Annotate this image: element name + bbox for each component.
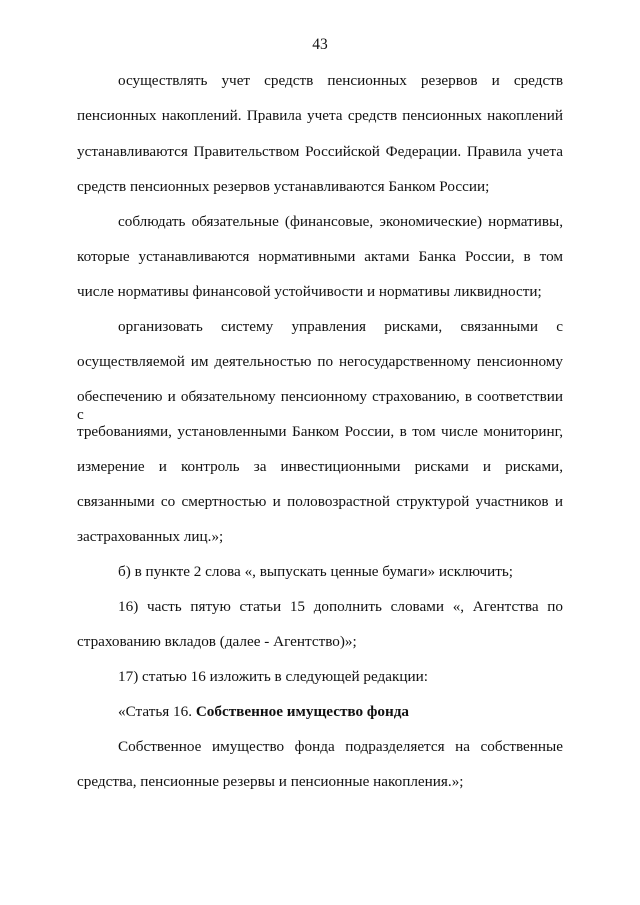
text-line: б) в пункте 2 слова «, выпускать ценные бумаги» исключить;: [118, 563, 513, 580]
text-line: осуществляемой им деятельностью по негосударственному пенсионному: [77, 353, 563, 370]
text-line: связанными со смертностью и половозрастной структурой участников и: [77, 493, 563, 510]
text-line: требованиями, установленными Банком России, в том числе мониторинг,: [77, 423, 563, 440]
text-line: обеспечению и обязательному пенсионному страхованию, в соответствии с: [77, 388, 563, 423]
text-line: страхованию вкладов (далее - Агентство)»;: [77, 633, 357, 650]
text-line: средств пенсионных резервов устанавливаются Банком России;: [77, 178, 490, 195]
article-heading-title: Собственное имущество фонда: [195, 703, 410, 720]
text-line: пенсионных накоплений. Правила учета средств пенсионных накоплений: [77, 107, 563, 124]
text-line: устанавливаются Правительством Российской Федерации. Правила учета: [77, 143, 563, 160]
article-heading-prefix: «Статья 16.: [118, 703, 196, 720]
text-line: застрахованных лиц.»;: [77, 528, 224, 545]
text-line: которые устанавливаются нормативными актами Банка России, в том: [77, 248, 563, 265]
page-number: 43: [312, 36, 328, 53]
text-line: 17) статью 16 изложить в следующей редакции:: [118, 668, 428, 685]
article-heading: [118, 703, 563, 721]
text-line: измерение и контроль за инвестиционными рисками и рисками,: [77, 458, 563, 475]
text-line: средства, пенсионные резервы и пенсионные накопления.»;: [77, 773, 464, 790]
text-line: Собственное имущество фонда подразделяется на собственные: [118, 738, 563, 755]
text-line: осуществлять учет средств пенсионных резервов и средств: [118, 72, 563, 89]
text-line: числе нормативы финансовой устойчивости и нормативы ликвидности;: [77, 283, 542, 300]
text-line: 16) часть пятую статьи 15 дополнить словами «, Агентства по: [118, 598, 563, 615]
text-line: соблюдать обязательные (финансовые, экономические) нормативы,: [118, 213, 563, 230]
text-line: организовать систему управления рисками, связанными с: [118, 318, 563, 335]
